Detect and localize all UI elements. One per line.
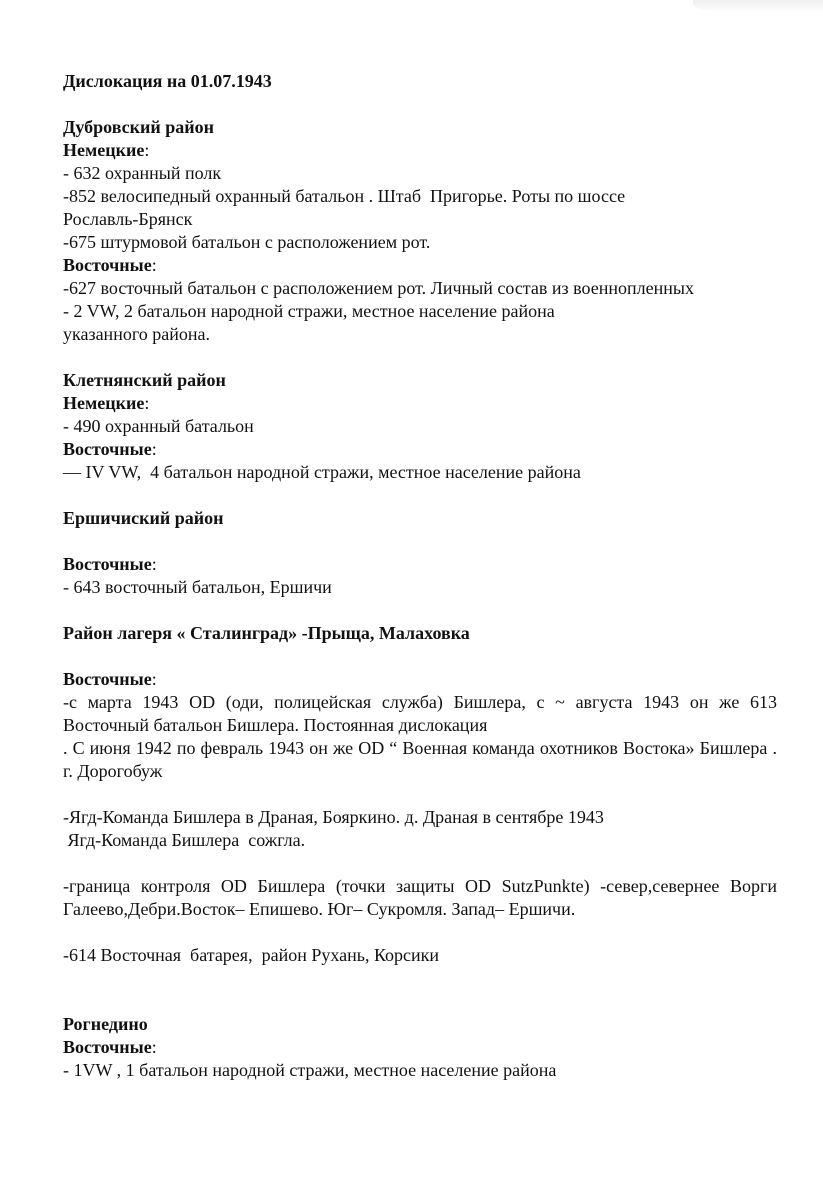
list-item: -852 велосипедный охранный батальон . Штаб Пригорье. Роты по шоссе	[63, 186, 626, 206]
list-item: -627 восточный батальон с расположением рот. Личный состав из военнопленных	[63, 278, 694, 298]
paragraph-line: -614 Восточная батарея, район Рухань, Корсики	[63, 945, 440, 965]
list-item: - 643 восточный батальон, Ершичи	[63, 577, 332, 597]
section-heading-camp-stalingrad: Район лагеря « Сталинград» -Прыща, Малаховка	[63, 623, 470, 643]
eastern-label: Восточные	[63, 255, 152, 275]
paragraph: -с марта 1943 OD (оди, полицейская служба) Бишлера, с ~ августа 1943 он же 613 Восточный батальон Бишлера. Постоянная дислокация	[63, 692, 777, 735]
document-body	[63, 70, 777, 1082]
section-heading-ershichi: Ершичиский район	[63, 508, 224, 528]
list-item: -675 штурмовой батальон с расположением рот.	[63, 232, 431, 252]
eastern-label-line: Восточные:	[63, 439, 157, 459]
spacer	[63, 852, 777, 875]
eastern-label-line: Восточные:	[63, 255, 157, 275]
eastern-label: Восточные	[63, 439, 152, 459]
section-heading-kletnya: Клетнянский район	[63, 370, 226, 390]
eastern-label-line: Восточные:	[63, 1037, 157, 1057]
eastern-label-line: Восточные:	[63, 669, 157, 689]
page-edge-shadow	[693, 0, 823, 14]
spacer	[63, 346, 777, 369]
list-item: указанного района.	[63, 324, 211, 344]
paragraph: -граница контроля OD Бишлера (точки защиты OD SutzPunkte) -север,севернее Ворги Галеево,Дебри.Восток– Епишево. Юг– Сукромля. Запад– Ершичи.	[63, 876, 777, 919]
spacer	[63, 530, 777, 553]
list-item: - 490 охранный батальон	[63, 416, 254, 436]
section-heading-rognedino: Рогнедино	[63, 1014, 148, 1034]
german-label-line: Немецкие:	[63, 393, 150, 413]
section-heading-dubrovsky: Дубровский район	[63, 117, 215, 137]
eastern-label: Восточные	[63, 1037, 152, 1057]
list-item: Рославль-Брянск	[63, 209, 193, 229]
list-item: - 1VW , 1 батальон народной стражи, местное население района	[63, 1060, 557, 1080]
list-item: — IV VW, 4 батальон народной стражи, местное население района	[63, 462, 581, 482]
paragraph-line: -Ягд-Команда Бишлера в Драная, Бояркино. д. Драная в сентябре 1943	[63, 807, 604, 827]
list-item: - 632 охранный полк	[63, 163, 222, 183]
list-item: - 2 VW, 2 батальон народной стражи, местное население района	[63, 301, 555, 321]
spacer	[63, 484, 777, 507]
spacer	[63, 990, 777, 1013]
document-title: Дислокация на 01.07.1943	[63, 71, 272, 91]
spacer	[63, 93, 777, 116]
spacer	[63, 599, 777, 622]
eastern-label: Восточные	[63, 669, 152, 689]
eastern-label: Восточные	[63, 554, 152, 574]
paragraph-line: Ягд-Команда Бишлера сожгла.	[63, 830, 306, 850]
german-label: Немецкие	[63, 140, 145, 160]
spacer	[63, 783, 777, 806]
eastern-label-line: Восточные:	[63, 554, 157, 574]
spacer	[63, 645, 777, 668]
spacer	[63, 967, 777, 990]
spacer	[63, 921, 777, 944]
paragraph: . С июня 1942 по февраль 1943 он же OD “ Военная команда охотников Востока» Бишлера . г. Дорогобуж	[63, 738, 777, 781]
german-label: Немецкие	[63, 393, 145, 413]
german-label-line: Немецкие:	[63, 140, 150, 160]
